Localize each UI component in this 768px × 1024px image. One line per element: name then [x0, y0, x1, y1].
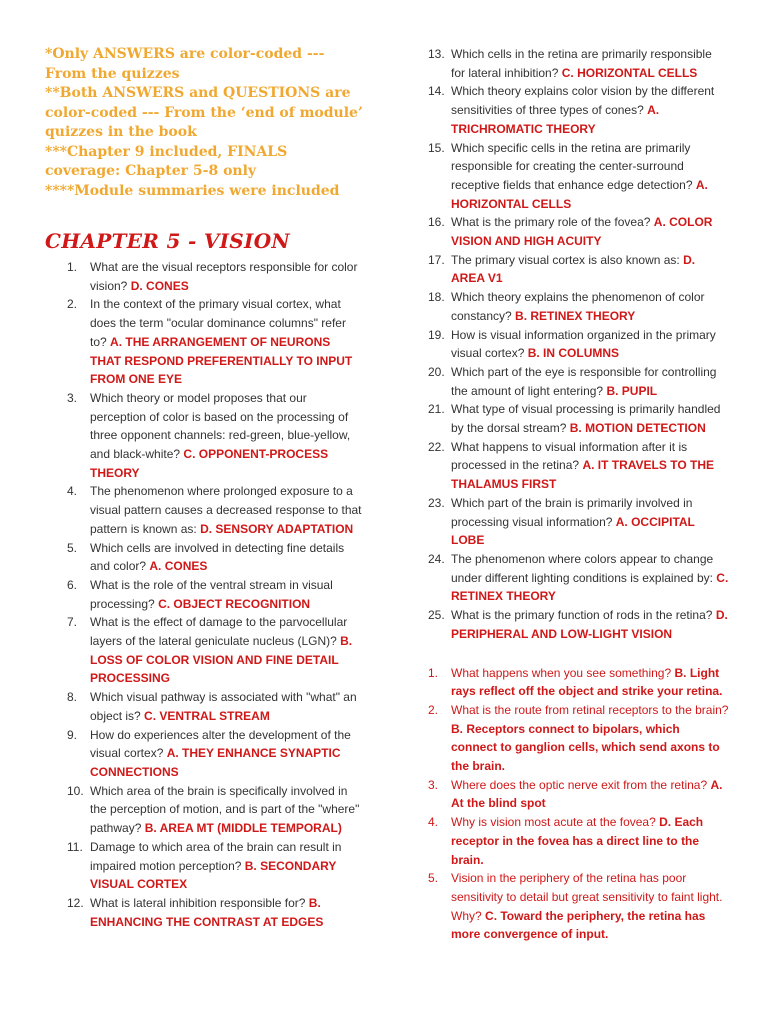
answer-text: D. Each receptor in the fovea has a direct line to the brain. — [451, 815, 704, 867]
answer-text: B. SECONDARY VISUAL CORTEX — [90, 858, 337, 892]
question-text: The phenomenon where colors appear to change under different lighting conditions is explained by: — [451, 551, 714, 585]
question-number: 1. — [428, 665, 439, 680]
question-list-left — [45, 258, 363, 931]
question-number: 20. — [428, 364, 445, 379]
question-number: 24. — [428, 551, 445, 566]
question-item — [45, 688, 363, 725]
question-text: What type of visual processing is primarily handled by the dorsal stream? — [451, 402, 721, 436]
question-text: What is the route from retinal receptors to the brain? — [451, 702, 729, 717]
question-item — [419, 45, 729, 82]
question-item — [419, 363, 729, 400]
question-item — [45, 613, 363, 688]
question-item — [45, 576, 363, 613]
answer-text: A. OCCIPITAL LOBE — [451, 514, 695, 548]
question-text: Which theory explains the phenomenon of color constancy? — [451, 290, 705, 323]
question-text: How do experiences alter the development of the visual cortex? — [90, 727, 351, 761]
question-text: Which area of the brain is specifically involved in the perception of motion, and is part of the "where" pathway? — [90, 783, 360, 836]
question-item — [45, 838, 363, 894]
answer-text: A. CONES — [149, 559, 208, 574]
answer-text: A. TRICHROMATIC THEORY — [451, 103, 660, 136]
question-text: Which part of the brain is primarily involved in processing visual information? — [451, 495, 693, 529]
question-item — [45, 295, 363, 389]
answer-text: A. IT TRAVELS TO THE THALAMUS FIRST — [451, 458, 714, 492]
answer-text: B. Light rays reflect off the object and strike your retina. — [451, 665, 723, 699]
answer-text: A. THE ARRANGEMENT OF NEURONS THAT RESPOND PREFERENTIALLY TO INPUT FROM ONE EYE — [90, 334, 353, 387]
question-number: 7. — [67, 615, 78, 630]
question-text: The primary visual cortex is also known as: — [451, 252, 680, 267]
answer-text: A. COLOR VISION AND HIGH ACUITY — [451, 215, 713, 249]
answer-text: B. AREA MT (MIDDLE TEMPORAL) — [144, 821, 342, 836]
answer-text: B. ENHANCING THE CONTRAST AT EDGES — [90, 895, 324, 929]
question-item — [419, 82, 729, 138]
answer-text: A. THEY ENHANCE SYNAPTIC CONNECTIONS — [90, 746, 341, 779]
question-item — [45, 726, 363, 782]
question-number: 4. — [67, 484, 78, 499]
question-item — [45, 782, 363, 838]
note-finals-coverage: ***Chapter 9 included, FINALS coverage: Chapter 5-8 only — [45, 143, 288, 179]
question-number: 5. — [67, 540, 78, 555]
question-item — [419, 813, 729, 869]
question-text: What is the primary role of the fovea? — [451, 215, 651, 230]
question-text: Which cells are involved in detecting fine details and color? — [90, 540, 345, 574]
question-text: In the context of the primary visual cortex, what does the term "ocular dominance columns" refer to? — [90, 297, 346, 349]
question-text: What is lateral inhibition responsible for? — [90, 895, 306, 910]
question-text: Why is vision most acute at the fovea? — [451, 815, 656, 830]
left-column — [45, 0, 363, 931]
question-item — [419, 606, 729, 643]
question-text: Which visual pathway is associated with "what" an object is? — [90, 690, 357, 723]
note-answers-color-coded: *Only ANSWERS are color-coded --- From the quizzes — [45, 46, 325, 82]
question-number: 21. — [428, 402, 445, 417]
answer-text: C. Toward the periphery, the retina has more convergence of input. — [451, 908, 706, 942]
question-number: 11. — [67, 839, 83, 854]
answer-text: A. HORIZONTAL CELLS — [451, 177, 708, 211]
question-number: 12. — [67, 895, 84, 910]
question-item — [419, 701, 729, 776]
question-number: 10. — [67, 783, 84, 798]
question-text: What happens to visual information after it is processed in the retina? — [451, 439, 688, 473]
question-text: Where does the optic nerve exit from the retina? — [451, 777, 708, 792]
answer-text: C. OBJECT RECOGNITION — [158, 596, 311, 611]
question-number: 22. — [428, 439, 445, 454]
question-number: 9. — [67, 727, 78, 742]
question-number: 16. — [428, 215, 445, 230]
question-item — [419, 139, 729, 214]
question-text: Which part of the eye is responsible for controlling the amount of light entering? — [451, 364, 717, 398]
answer-text: D. AREA V1 — [451, 252, 696, 286]
question-text: Vision in the periphery of the retina has poor sensitivity to detail but great sensitivity to faint light. Why? — [451, 871, 723, 923]
question-number: 14. — [428, 84, 445, 99]
question-item — [419, 213, 729, 250]
question-text: How is visual information organized in the primary visual cortex? — [451, 327, 716, 361]
question-item — [419, 869, 729, 944]
question-item — [45, 539, 363, 576]
question-item — [45, 482, 363, 538]
question-item — [419, 664, 729, 701]
question-item — [419, 400, 729, 437]
question-number: 17. — [428, 252, 445, 267]
right-column — [419, 0, 729, 944]
question-number: 5. — [428, 871, 439, 886]
question-text: Which cells in the retina are primarily responsible for lateral inhibition? — [451, 47, 712, 80]
question-text: What is the role of the ventral stream in visual processing? — [90, 577, 333, 611]
question-number: 2. — [67, 297, 78, 312]
question-text: What is the effect of damage to the parvocellular layers of the lateral geniculate nucleus (LGN)? — [90, 615, 348, 649]
question-item — [419, 251, 729, 288]
answer-text: B. RETINEX THEORY — [515, 308, 636, 323]
question-text: What happens when you see something? — [451, 665, 672, 680]
question-item — [419, 776, 729, 813]
question-item — [419, 550, 729, 606]
answer-text: D. SENSORY ADAPTATION — [200, 521, 354, 536]
answer-text: A. At the blind spot — [451, 777, 723, 811]
question-text: Which theory explains color vision by the different sensitivities of three types of cones? — [451, 84, 715, 118]
answer-text: C. VENTRAL STREAM — [144, 708, 270, 723]
question-item — [419, 288, 729, 325]
question-text: The phenomenon where prolonged exposure to a visual pattern causes a decreased response to that pattern is known as: — [90, 484, 362, 536]
question-number: 1. — [67, 260, 78, 274]
question-number: 4. — [428, 815, 439, 830]
question-number: 19. — [428, 327, 445, 342]
question-item — [45, 258, 363, 295]
question-number: 23. — [428, 495, 445, 510]
question-number: 25. — [428, 608, 445, 623]
question-text: Damage to which area of the brain can result in impaired motion perception? — [90, 839, 342, 873]
question-text: What are the visual receptors responsible for color vision? — [90, 260, 358, 293]
question-number: 2. — [428, 702, 439, 717]
chapter-title: CHAPTER 5 - VISION — [45, 229, 290, 253]
note-questions-color-coded: **Both ANSWERS and QUESTIONS are color-coded --- From the ‘end of module’ quizzes in the book — [45, 85, 363, 140]
question-number: 18. — [428, 290, 445, 305]
summary-question-list — [419, 664, 729, 945]
answer-text: B. PUPIL — [606, 383, 658, 398]
question-text: Which specific cells in the retina are primarily responsible for creating the center-surround receptive fields that enhance edge detection? — [451, 140, 693, 192]
answer-text: C. RETINEX THEORY — [451, 570, 729, 604]
question-text: What is the primary function of rods in the retina? — [451, 608, 713, 623]
question-list-right — [419, 45, 729, 644]
coverage-notes — [45, 45, 363, 201]
question-item — [419, 438, 729, 494]
answer-text: C. OPPONENT-PROCESS THEORY — [90, 447, 329, 480]
question-number: 6. — [67, 577, 78, 592]
question-number: 8. — [67, 690, 78, 705]
answer-text: B. LOSS OF COLOR VISION AND FINE DETAIL PROCESSING — [90, 634, 353, 686]
question-item — [419, 494, 729, 550]
question-number: 15. — [428, 140, 445, 155]
answer-text: B. MOTION DETECTION — [569, 421, 706, 436]
question-item — [45, 389, 363, 483]
question-item — [45, 894, 363, 931]
question-number: 3. — [428, 777, 439, 792]
question-text: Which theory or model proposes that our perception of color is based on the processing of three opponent channels: red-green, blue-yellow, and black-white? — [90, 390, 351, 462]
note-module-summaries: ****Module summaries were included — [45, 182, 340, 199]
answer-text: D. PERIPHERAL AND LOW-LIGHT VISION — [451, 608, 728, 641]
answer-text: C. HORIZONTAL CELLS — [561, 65, 698, 80]
answer-text: D. CONES — [130, 278, 189, 293]
question-item — [419, 326, 729, 363]
answer-text: B. Receptors connect to bipolars, which connect to ganglion cells, which send axons to the brain. — [451, 721, 720, 774]
question-number: 13. — [428, 47, 445, 61]
answer-text: B. IN COLUMNS — [527, 346, 620, 361]
question-number: 3. — [67, 390, 78, 405]
